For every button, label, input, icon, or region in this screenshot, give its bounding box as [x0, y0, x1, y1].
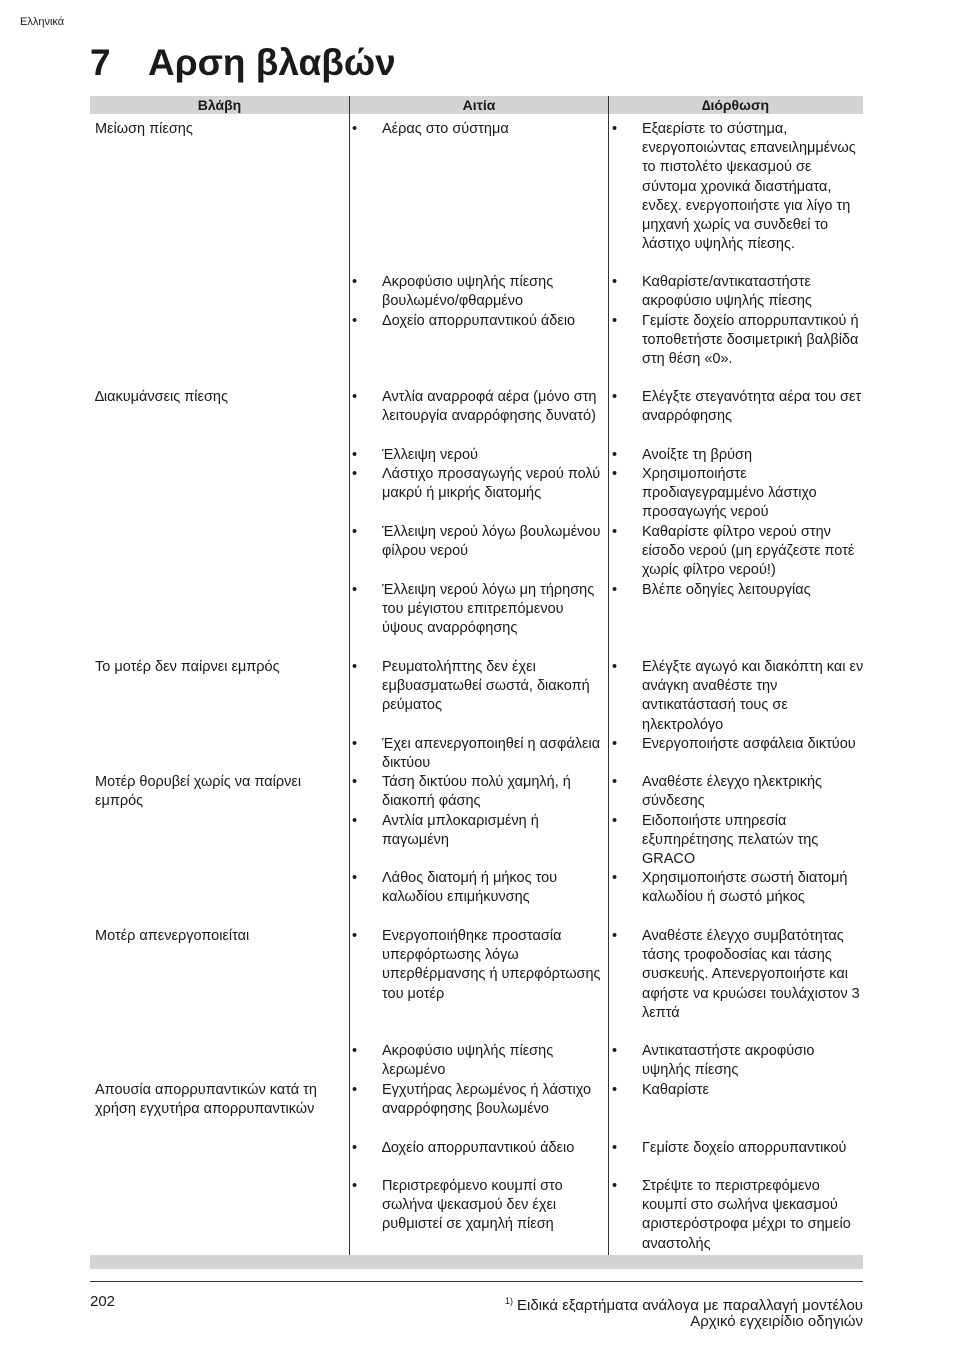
- remedy-text: Γεμίστε δοχείο απορρυπαντικού ή τοποθετήστε δοσιμετρική βαλβίδα στη θέση «0».: [642, 313, 859, 368]
- cause-text: Έλλειψη νερού: [382, 447, 478, 463]
- bullet: •: [352, 274, 358, 290]
- cause-text: Αέρας στο σύστημα: [382, 121, 509, 137]
- footer-rule: [90, 1281, 863, 1282]
- cause-text: Έλλειψη νερού λόγω μη τήρησης του μέγιστου επιτρεπόμενου ύψους αναρρόφησης: [382, 582, 595, 637]
- remedy-text: Αντικαταστήστε ακροφύσιο υψηλής πίεσης: [642, 1043, 815, 1079]
- table-footer-bar: [90, 1255, 863, 1269]
- cause-text: Περιστρεφόμενο κουμπί στο σωλήνα ψεκασμού δεν έχει ρυθμιστεί σε χαμηλή πίεση: [382, 1178, 563, 1233]
- fault-cell: Το μοτέρ δεν παίρνει εμπρός: [95, 659, 280, 675]
- cause-text: Τάση δικτύου πολύ χαμηλή, ή διακοπή φάσης: [382, 774, 571, 810]
- cause-text: Λάστιχο προσαγωγής νερού πολύ μακρύ ή μικρής διατομής: [382, 466, 601, 502]
- bullet: •: [612, 313, 618, 329]
- bullet: •: [352, 1140, 358, 1156]
- cause-text: Ρευματολήπτης δεν έχει εμβυασματωθεί σωστά, διακοπή ρεύματος: [382, 659, 590, 714]
- cause-text: Ενεργοποιήθηκε προστασία υπερφόρτωσης λόγω υπερθέρμανσης ή υπερφόρτωσης του μοτέρ: [382, 928, 601, 1002]
- column-header-cause: Αιτία: [462, 97, 496, 113]
- bullet: •: [352, 928, 358, 944]
- remedy-text: Γεμίστε δοχείο απορρυπαντικού: [642, 1140, 847, 1156]
- fault-cell: Μείωση πίεσης: [95, 121, 193, 137]
- bullet: •: [352, 121, 358, 137]
- bullet: •: [612, 389, 618, 405]
- section-title: [90, 40, 396, 86]
- column-header-fault: Βλάβη: [197, 97, 242, 113]
- remedy-text: Αναθέστε έλεγχο ηλεκτρικής σύνδεσης: [642, 774, 823, 810]
- bullet: •: [612, 928, 618, 944]
- remedy-text: Ανοίξτε τη βρύση: [642, 447, 753, 463]
- remedy-text: Εξαερίστε το σύστημα, ενεργοποιώντας επανειλημμένως το πιστολέτο ψεκασμού σε σύντομα χρονικά διαστήματα, ενδεχ. ενεργοποιήστε για λίγο τη μηχανή χωρίς να συνδεθεί το λάστιχο υψηλής πίεσης.: [642, 121, 856, 253]
- remedy-text: Αναθέστε έλεγχο συμβατότητας τάσης τροφοδοσίας και τάσης συσκευής. Απενεργοποιήστε και αφήστε να κρυώσει τουλάχιστον 3 λεπτά: [642, 928, 860, 1021]
- bullet: •: [352, 582, 358, 598]
- remedy-text: Χρησιμοποιήστε σωστή διατομή καλωδίου ή σωστό μήκος: [642, 870, 848, 906]
- bullet: •: [352, 813, 358, 829]
- bullet: •: [612, 659, 618, 675]
- cause-text: Έλλειψη νερού λόγω βουλωμένου φίλρου νερού: [382, 524, 601, 560]
- remedy-text: Βλέπε οδηγίες λειτουργίας: [642, 582, 811, 598]
- bullet: •: [612, 274, 618, 290]
- section-number: 7: [90, 42, 111, 83]
- bullet: •: [612, 524, 618, 540]
- remedy-text: Ελέγξτε αγωγό και διακόπτη και εν ανάγκη αναθέστε την αντικατάστασή τους σε ηλεκτρολόγο: [642, 659, 864, 733]
- bullet: •: [612, 1082, 618, 1098]
- cause-text: ∆οχείο απορρυπαντικού άδειο: [382, 1140, 575, 1156]
- remedy-text: Ενεργοποιήστε ασφάλεια δικτύου: [642, 736, 856, 752]
- remedy-text: Καθαρίστε/αντικαταστήστε ακροφύσιο υψηλής πίεσης: [642, 274, 812, 310]
- bullet: •: [612, 466, 618, 482]
- bullet: •: [612, 447, 618, 463]
- footnote-text: Ειδικά εξαρτήματα ανάλογα με παραλλαγή μοντέλου: [517, 1297, 863, 1314]
- bullet: •: [352, 1043, 358, 1059]
- bullet: •: [352, 466, 358, 482]
- bullet: •: [352, 1082, 358, 1098]
- footnote-mark: 1): [505, 1296, 514, 1306]
- bullet: •: [352, 736, 358, 752]
- bullet: •: [612, 774, 618, 790]
- remedy-text: Καθαρίστε φίλτρο νερού στην είσοδο νερού (μη εργάζεστε ποτέ χωρίς φίλτρο νερού!): [642, 524, 855, 579]
- remedy-text: Ελέγξτε στεγανότητα αέρα του σετ αναρρόφησης: [642, 389, 862, 425]
- cause-text: Αντλία αναρροφά αέρα (μόνο στη λειτουργία αναρρόφησης δυνατό): [382, 389, 597, 425]
- bullet: •: [612, 736, 618, 752]
- section-title-text: Αρση βλαβών: [148, 42, 396, 83]
- column-header-remedy: ∆ιόρθωση: [701, 97, 770, 113]
- bullet: •: [612, 813, 618, 829]
- remedy-text: Στρέψτε το περιστρεφόμενο κουμπί στο σωλήνα ψεκασμού αριστερόστροφα μέχρι το σημείο αναστολής: [642, 1178, 851, 1252]
- bullet: •: [612, 582, 618, 598]
- bullet: •: [612, 121, 618, 137]
- remedy-text: Χρησιμοποιήστε προδιαγεγραμμένο λάστιχο προσαγωγής νερού: [642, 466, 817, 521]
- remedy-text: Ειδοποιήστε υπηρεσία εξυπηρέτησης πελατών της GRACO: [642, 813, 819, 868]
- table-header: [90, 96, 863, 114]
- bullet: •: [612, 870, 618, 886]
- bullet: •: [352, 659, 358, 675]
- bullet: •: [352, 389, 358, 405]
- page-number: 202: [90, 1293, 116, 1310]
- language-label: Ελληνικά: [20, 16, 65, 28]
- bullet: •: [352, 774, 358, 790]
- troubleshooting-table: [90, 96, 863, 1269]
- cause-text: Έχει απενεργοποιηθεί η ασφάλεια δικτύου: [382, 736, 601, 772]
- manual-label: Αρχικό εγχειρίδιο οδηγιών: [690, 1313, 863, 1330]
- bullet: •: [352, 447, 358, 463]
- bullet: •: [612, 1043, 618, 1059]
- fault-cell: Μοτέρ θορυβεί χωρίς να παίρνει εμπρός: [95, 774, 302, 810]
- column-divider: [608, 96, 609, 1255]
- column-divider: [349, 96, 350, 1255]
- bullet: •: [352, 1178, 358, 1194]
- bullet: •: [352, 870, 358, 886]
- cause-text: Αντλία μπλοκαρισμένη ή παγωμένη: [382, 813, 539, 849]
- fault-cell: ∆ιακυμάνσεις πίεσης: [95, 389, 228, 405]
- cause-text: Λάθος διατομή ή μήκος του καλωδίου επιμήκυνσης: [382, 870, 558, 906]
- bullet: •: [612, 1178, 618, 1194]
- cause-text: Ακροφύσιο υψηλής πίεσης λερωμένο: [382, 1043, 554, 1079]
- fault-cell: Απουσία απορρυπαντικών κατά τη χρήση εγχυτήρα απορρυπαντικών: [95, 1082, 317, 1118]
- cause-text: Ακροφύσιο υψηλής πίεσης βουλωμένο/φθαρμένο: [382, 274, 554, 310]
- cause-text: Εγχυτήρας λερωμένος ή λάστιχο αναρρόφησης βουλωμένο: [382, 1082, 592, 1118]
- remedy-text: Καθαρίστε: [642, 1082, 709, 1098]
- bullet: •: [352, 524, 358, 540]
- bullet: •: [352, 313, 358, 329]
- bullet: •: [612, 1140, 618, 1156]
- fault-cell: Μοτέρ απενεργοποιείται: [95, 928, 250, 944]
- cause-text: Δοχείο απορρυπαντικού άδειο: [382, 313, 576, 329]
